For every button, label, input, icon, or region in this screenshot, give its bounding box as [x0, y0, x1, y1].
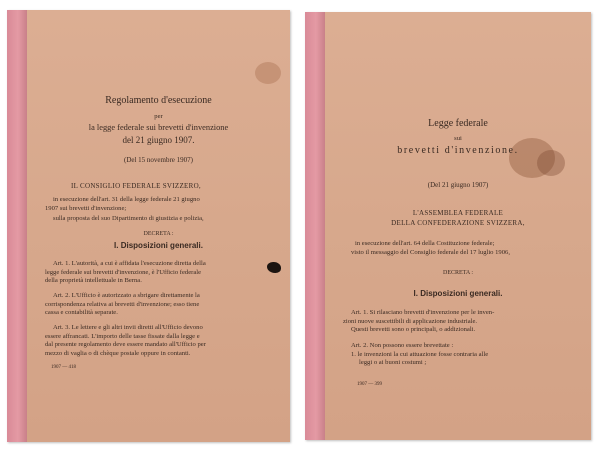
left-article-2	[45, 292, 200, 318]
right-art2-line: Art. 2. Non possono essere brevettate :	[351, 342, 454, 349]
left-article-3	[45, 324, 206, 358]
right-title-2: sui	[454, 135, 462, 142]
left-section-heading: I. Disposizioni generali.	[114, 241, 203, 250]
left-art2-line: Art. 2. L'Ufficio è autorizzato a sbrigare direttamente la	[53, 292, 200, 299]
right-title-3: brevetti d'invenzione.	[397, 145, 519, 156]
right-page	[325, 12, 591, 440]
left-art2-line: cassa e contabilità separate.	[45, 309, 118, 317]
right-article-1	[343, 309, 494, 335]
right-preamble-2: visto il messaggio del Consiglio federale del 17 luglio 1906,	[351, 249, 510, 256]
left-preamble-3: sulla proposta del suo Dipartimento di giustizia e polizia,	[53, 215, 204, 222]
left-art3-line: Art. 3. Le lettere e gli altri invii diretti all'Ufficio devono	[53, 324, 203, 331]
right-decree: DECRETA :	[442, 270, 474, 276]
left-per: per	[154, 113, 163, 120]
right-date: (Del 21 giugno 1907)	[427, 181, 489, 189]
left-council: IL CONSIGLIO FEDERALE SVIZZERO,	[71, 182, 201, 190]
right-art1-line: Art. 1. Si rilasciano brevetti d'invenzione per le inven-	[351, 309, 495, 316]
right-art2-line: leggi o ai buoni costumi ;	[359, 359, 427, 367]
left-art1-line: della proprietà intellettuale in Berna.	[45, 277, 142, 285]
right-assembly-2: DELLA CONFEDERAZIONE SVIZZERA,	[391, 219, 525, 227]
right-footer: 1907 — 399	[357, 382, 382, 387]
left-article-1	[45, 260, 206, 286]
left-art3-line: mezzo di vaglia o di chèque postale oppure in contanti.	[45, 349, 191, 357]
left-title: Regolamento d'esecuzione	[105, 95, 212, 106]
left-art1-line: legge federale sui brevetti d'invenzione, è l'Ufficio federale	[45, 268, 202, 276]
right-art1-line: Questi brevetti sono o principali, o addizionali.	[351, 326, 476, 334]
left-art2-line: corrispondenza relativa ai brevetti d'invenzione; esso tiene	[45, 300, 200, 308]
right-art1-line: zioni nuove suscettibili di applicazione industriale.	[343, 317, 478, 325]
left-date: (Del 15 novembre 1907)	[123, 156, 193, 164]
left-preamble-1: in esecuzione dell'art. 31 della legge federale 21 giugno	[53, 196, 200, 203]
left-spine	[7, 10, 27, 442]
stain	[255, 62, 281, 84]
page-hole	[267, 262, 281, 273]
right-art2-line: 1. le invenzioni la cui attuazione fosse contraria alle	[351, 350, 489, 358]
left-page	[27, 10, 290, 442]
left-subtitle-2: del 21 giugno 1907.	[122, 135, 195, 145]
right-section-heading: I. Disposizioni generali.	[413, 289, 503, 298]
left-footer: 1907 — 418	[51, 365, 76, 370]
right-assembly-1: L'ASSEMBLEA FEDERALE	[412, 209, 504, 217]
right-booklet	[305, 12, 591, 440]
left-art3-line: dal presente regolamento deve essere mandato all'Ufficio per	[45, 341, 206, 349]
left-decree: DECRETA :	[143, 231, 174, 237]
left-art1-line: Art. 1. L'autorità, a cui è affidata l'esecuzione diretta della	[53, 260, 206, 267]
right-title-1: Legge federale	[428, 118, 488, 129]
left-preamble-2: 1907 sui brevetti d'invenzione;	[45, 205, 127, 212]
left-booklet	[7, 10, 290, 442]
left-subtitle-1: la legge federale sui brevetti d'invenzione	[88, 123, 229, 132]
left-art3-line: essere affrancati. L'importo delle tasse fissate dalla legge e	[45, 332, 200, 340]
right-spine	[305, 12, 325, 440]
right-article-2	[343, 342, 488, 368]
right-preamble-1: in esecuzione dell'art. 64 della Costituzione federale;	[355, 240, 495, 247]
